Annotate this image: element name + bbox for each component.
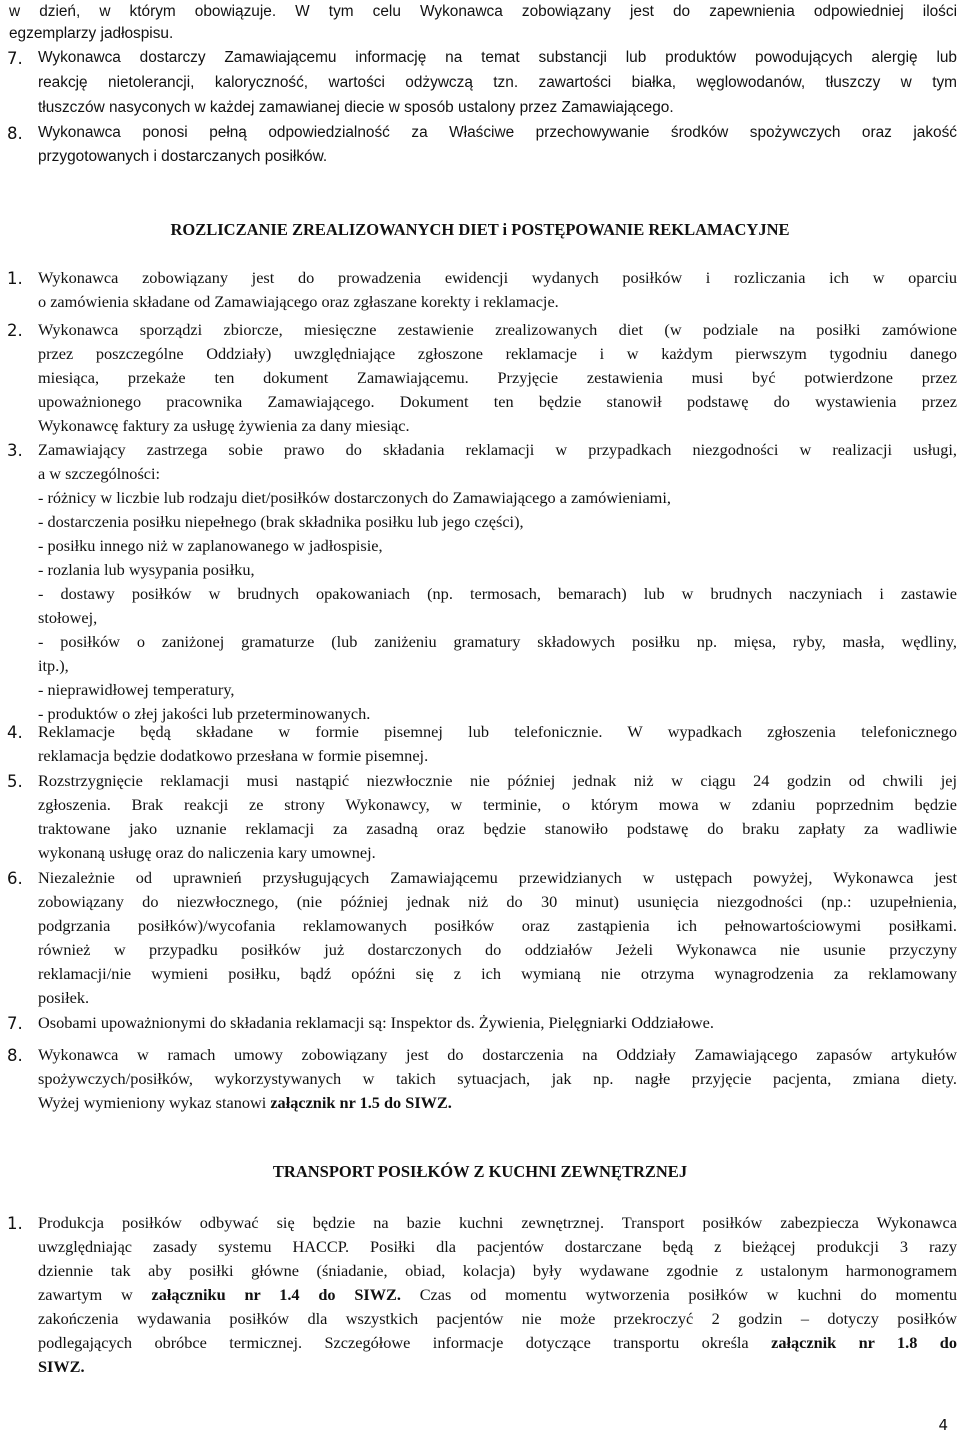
list-number: 7.: [7, 49, 23, 68]
text-line: w dzień, w którym obowiązuje. W tym celu Wykonawca zobowiązany jest do zapewnienia odpowiedniej ilości: [9, 3, 957, 20]
attachment-reference: załącznik nr 1.5 do SIWZ.: [270, 1093, 452, 1112]
text-line: [38, 1285, 957, 1307]
list-number: 3.: [7, 441, 23, 460]
text-line: [38, 1357, 957, 1379]
text-line: Wykonawca sporządzi zbiorcze, miesięczne zestawienie zrealizowanych diet (w podziale na posiłki zamówione: [38, 320, 957, 339]
text-line: - produktów o złej jakości lub przeterminowanych.: [38, 704, 371, 723]
text-line: wykonaną usługę oraz do naliczenia kary umownej.: [38, 843, 376, 862]
list-number: 8.: [7, 1046, 23, 1065]
text-line: Rozstrzygnięcie reklamacji musi nastąpić niezwłocznie nie później jednak niż w ciągu 24 godzin od chwili jej: [38, 771, 957, 790]
text-line: reklamacja będzie dodatkowo przesłana w formie pisemnej.: [38, 746, 429, 765]
text-line: Reklamacje będą składane w formie pisemnej lub telefonicznie. W wypadkach zgłoszenia telefonicznego: [38, 722, 957, 741]
section-heading: ROZLICZANIE ZREALIZOWANYCH DIET i POSTĘPOWANIE REKLAMACYJNE: [170, 220, 790, 239]
text-line: Zamawiający zastrzega sobie prawo do składania reklamacji w przypadkach niezgodności w realizacji usługi,: [38, 440, 957, 459]
text-line: przygotowanych i dostarczanych posiłków.: [38, 148, 328, 165]
text-line: zobowiązany do niezwłocznego, (nie później jednak niż do 30 minut) usunięcia niezgodności (np.: uzupełnienia,: [38, 892, 957, 911]
text-line: itp.),: [38, 656, 69, 675]
text-line: [38, 1333, 957, 1355]
text-line: zakończenia wydawania posiłków dla wszystkich pacjentów nie może przekroczyć 2 godzin – dotyczy posiłków: [38, 1309, 957, 1328]
text-line: miesiąca, przekaże ten dokument Zamawiającemu. Przyjęcie zestawienia musi być potwierdzone przez: [38, 368, 957, 387]
text-line: uwzględniając zasady systemu HACCP. Posiłki dla pacjentów dostarczane będą z bieżącej produkcji 3 razy: [38, 1237, 957, 1256]
list-number: 8.: [7, 124, 23, 143]
text-line: spożywczych/posiłków, wykorzystywanych w takich sytuacjach, jak np. nagłe przyjęcie pacjenta, zmiana diety.: [38, 1069, 957, 1088]
text-line: reakcję nietolerancji, kaloryczność, wartości odżywczą tzn. zawartości białka, węglowodanów, tłuszczy w tym: [38, 74, 957, 91]
text-line: traktowane jako uznanie reklamacji za zasadną oraz będzie stanowiło podstawę do braku zapłaty za wadliwie: [38, 819, 957, 838]
list-number: 1.: [7, 269, 23, 288]
text-line: posiłek.: [38, 988, 90, 1007]
text-line: egzemplarzy jadłospisu.: [9, 25, 174, 42]
list-number: 6.: [7, 869, 23, 888]
list-number: 5.: [7, 772, 23, 791]
text-line: - rozlania lub wysypania posiłku,: [38, 560, 255, 579]
text-line: stołowej,: [38, 608, 98, 627]
text-run: Wyżej wymieniony wykaz stanowi: [38, 1093, 271, 1112]
text-line: Niezależnie od uprawnień przysługujących Zamawiającemu przewidzianych w ustępach powyżej, Wykonawca jest: [38, 868, 957, 887]
text-run: zawartym w: [38, 1285, 152, 1304]
list-number: 2.: [7, 321, 23, 340]
section-heading: TRANSPORT POSIŁKÓW Z KUCHNI ZEWNĘTRZNEJ: [272, 1162, 688, 1181]
attachment-reference: załącznik nr 1.8 do: [771, 1333, 957, 1352]
text-line: o zamówienia składane od Zamawiającego oraz zgłaszane korekty i reklamacje.: [38, 292, 559, 311]
text-line: podgrzania posiłków)/wycofania reklamowanych posiłków oraz zastąpienia ich pełnowartościowymi posiłkami.: [38, 916, 957, 935]
list-number: 7.: [7, 1014, 23, 1033]
text-line: dziennie tak aby posiłki główne (śniadanie, obiad, kolacja) były wydawane zgodnie z ustalonym harmonogramem: [38, 1261, 957, 1280]
text-line: tłuszczów nasyconych w każdej zamawianej diecie w sposób ustalony przez Zamawiającego.: [38, 99, 674, 116]
text-line: upoważnionego pracownika Zamawiającego. Dokument ten będzie stanowił podstawę do wystawienia przez: [38, 392, 957, 411]
page-number: 4: [938, 1416, 948, 1434]
text-line: Wykonawca ponosi pełną odpowiedzialność za Właściwe przechowywanie środków spożywczych oraz jakość: [38, 124, 957, 141]
list-number: 4.: [7, 723, 23, 742]
list-number: 1.: [7, 1214, 23, 1233]
text-line: a w szczególności:: [38, 464, 161, 483]
text-line: - posiłków o zaniżonej gramaturze (lub zaniżeniu gramatury składowych posiłku np. mięsa, ryby, masła, wędliny,: [38, 632, 957, 651]
text-run: podlegających obróbce termicznej. Szczegółowe informacje dotyczące transportu określa: [38, 1333, 772, 1352]
text-line: Wykonawca w ramach umowy zobowiązany jest do dostarczenia na Oddziały Zamawiającego zapasów artykułów: [38, 1045, 957, 1064]
text-line: Wykonawca zobowiązany jest do prowadzenia ewidencji wydanych posiłków i rozliczania ich w oparciu: [38, 268, 957, 287]
text-line: Wykonawcę faktury za usługę żywienia za dany miesiąc.: [38, 416, 410, 435]
text-line: reklamacji/nie wymieni posiłku, bądź opóźni się z ich wymianą nie otrzyma wynagrodzenia za reklamowany: [38, 964, 957, 983]
text-line: Wykonawca dostarczy Zamawiającemu informację na temat substancji lub produktów powodujących alergię lub: [38, 49, 957, 66]
text-line: - dostarczenia posiłku niepełnego (brak składnika posiłku lub jego części),: [38, 512, 524, 531]
text-line: Produkcja posiłków odbywać się będzie na bazie kuchni zewnętrznej. Transport posiłków zabezpiecza Wykonawca: [38, 1213, 957, 1232]
text-line: zgłoszenia. Brak reakcji ze strony Wykonawcy, w terminie, o którym mowa w zdaniu poprzednim będzie: [38, 795, 957, 814]
attachment-reference: załączniku nr 1.4 do SIWZ.: [151, 1285, 401, 1304]
attachment-reference: SIWZ.: [38, 1357, 85, 1376]
text-line: przez poszczególne Oddziały) uwzględniające zgłoszone reklamacje i w każdym pierwszym tygodniu danego: [38, 344, 957, 363]
text-line: Osobami upoważnionymi do składania reklamacji są: Inspektor ds. Żywienia, Pielęgniarki Oddziałowe.: [38, 1013, 714, 1032]
text-line: również w przypadku posiłków już dostarczonych do oddziałów Jeżeli Wykonawca nie usunie przyczyny: [38, 940, 957, 959]
text-run: Czas od momentu wytworzenia posiłków w kuchni do momentu: [400, 1285, 957, 1304]
text-line: - różnicy w liczbie lub rodzaju diet/posiłków dostarczonych do Zamawiającego a zamówieniami,: [38, 488, 671, 507]
text-line: [38, 1093, 957, 1115]
text-line: - dostawy posiłków w brudnych opakowaniach (np. termosach, bemarach) lub w brudnych naczyniach i zastawie: [38, 584, 957, 603]
text-line: - nieprawidłowej temperatury,: [38, 680, 235, 699]
text-line: - posiłku innego niż w zaplanowanego w jadłospisie,: [38, 536, 383, 555]
